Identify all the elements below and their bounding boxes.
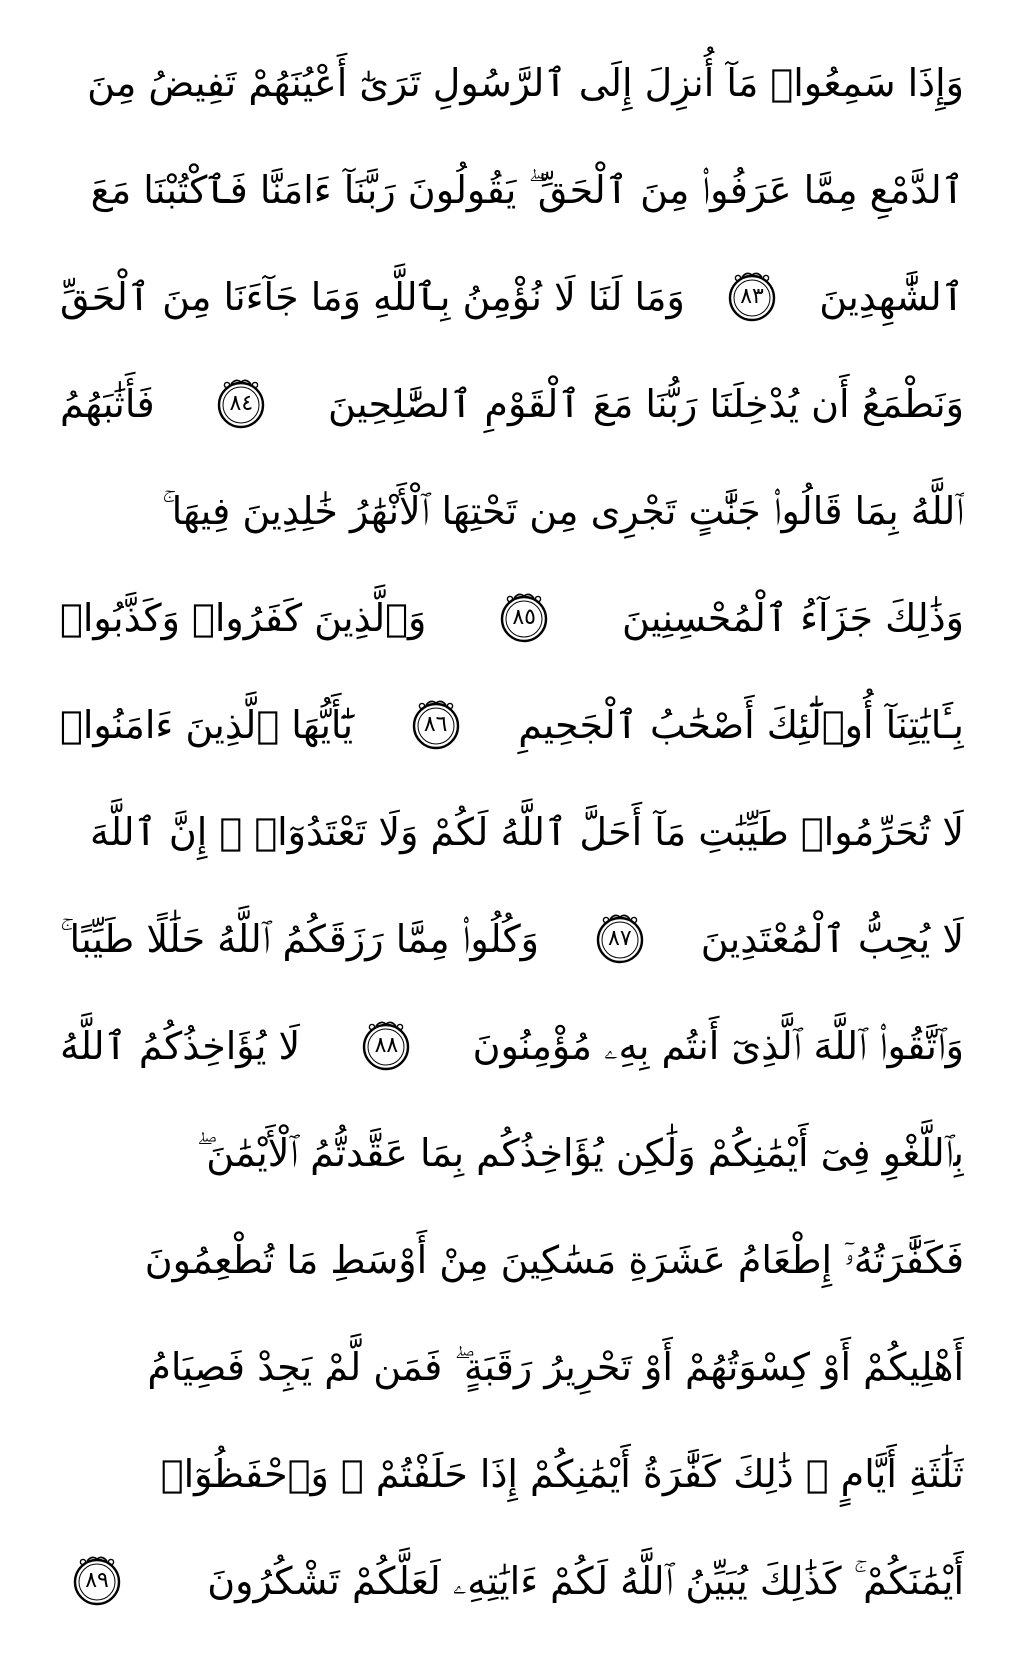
verse-text: فَأَثَٰبَهُمُ [60, 382, 155, 426]
verse-text: أَهْلِيكُمْ أَوْ كِسْوَتُهُمْ أَوْ تَحْرِيرُ رَقَبَةٍ ۖ فَمَن لَّمْ يَجِدْ فَصِيَامُ [147, 1345, 964, 1389]
ayah-number: ٨٣ [740, 284, 764, 309]
verse-text: فَكَفَّٰرَتُهُۥٓ إِطْعَامُ عَشَرَةِ مَسَٰكِينَ مِنْ أَوْسَطِ مَا تُطْعِمُونَ [144, 1238, 964, 1282]
verse-text: يَٰٓأَيُّهَا ٱلَّذِينَ ءَامَنُوا۟ [60, 703, 354, 747]
verse-text: وَكُلُوا۟ مِمَّا رَزَقَكُمُ ٱللَّهُ حَلَٰلًا طَيِّبًا ۚ [60, 917, 540, 961]
ayah-number-marker [497, 591, 551, 645]
verse-text: أَيْمَٰنَكُمْ ۚ كَذَٰلِكَ يُبَيِّنُ ٱللَّهُ لَكُمْ ءَايَٰتِهِۦ لَعَلَّكُمْ تَشْكُرُونَ [207, 1559, 964, 1603]
ayah-number: ٨٦ [423, 712, 448, 737]
verse-line [60, 1003, 964, 1089]
verse-line [60, 254, 964, 340]
verse-text: لَا تُحَرِّمُوا۟ طَيِّبَٰتِ مَآ أَحَلَّ ٱللَّهُ لَكُمْ وَلَا تَعْتَدُوٓا۟ ۚ إِنَّ ٱللَّهَ [90, 810, 964, 854]
verse-line [60, 361, 964, 447]
ayah-number: ٨٨ [374, 1033, 399, 1058]
verse-line [60, 682, 964, 768]
verse-text: ٱللَّهُ بِمَا قَالُوا۟ جَنَّٰتٍ تَجْرِى مِن تَحْتِهَا ٱلْأَنْهَٰرُ خَٰلِدِينَ فِيهَا ۚ [162, 489, 964, 533]
verse-text: وَإِذَا سَمِعُوا۟ مَآ أُنزِلَ إِلَى ٱلرَّسُولِ تَرَىٰٓ أَعْيُنَهُمْ تَفِيضُ مِنَ [87, 61, 964, 105]
verse-line [60, 468, 964, 554]
ayah-number: ٨٤ [229, 391, 254, 416]
ayah-number-marker [359, 1019, 413, 1073]
verse-line [60, 575, 964, 661]
verse-text: وَنَطْمَعُ أَن يُدْخِلَنَا رَبُّنَا مَعَ ٱلْقَوْمِ ٱلصَّٰلِحِينَ [328, 382, 964, 426]
verse-text: بِـَٔايَٰتِنَآ أُو۟لَٰٓئِكَ أَصْحَٰبُ ٱلْجَحِيمِ [518, 703, 964, 747]
ayah-number-marker [409, 698, 463, 752]
verse-line [60, 1324, 964, 1410]
verse-line [60, 147, 964, 233]
ayah-number: ٨٩ [85, 1568, 109, 1593]
verse-text: لَا يُحِبُّ ٱلْمُعْتَدِينَ [700, 917, 964, 961]
verse-text: ثَلَٰثَةِ أَيَّامٍ ۚ ذَٰلِكَ كَفَّٰرَةُ أَيْمَٰنِكُمْ إِذَا حَلَفْتُمْ ۚ وَٱحْفَظُوٓا۟ [160, 1452, 964, 1496]
verse-line [60, 789, 964, 875]
verse-line [60, 1110, 964, 1196]
verse-line [60, 1217, 964, 1303]
verse-text: وَٱتَّقُوا۟ ٱللَّهَ ٱلَّذِىٓ أَنتُم بِهِۦ مُؤْمِنُونَ [472, 1024, 964, 1068]
ayah-number-marker [214, 377, 268, 431]
ayah-number-marker [593, 912, 647, 966]
verse-line [60, 896, 964, 982]
verse-text: وَذَٰلِكَ جَزَآءُ ٱلْمُحْسِنِينَ [621, 596, 964, 640]
verse-text: بِٱللَّغْوِ فِىٓ أَيْمَٰنِكُمْ وَلَٰكِن يُؤَاخِذُكُم بِمَا عَقَّدتُّمُ ٱلْأَيْمَٰنَ ۖ [196, 1131, 964, 1175]
verse-text: وَٱلَّذِينَ كَفَرُوا۟ وَكَذَّبُوا۟ [60, 596, 427, 640]
ayah-number-marker [725, 270, 779, 324]
verse-lines [60, 40, 964, 1624]
verse-line [60, 40, 964, 126]
ayah-number: ٨٥ [512, 605, 536, 630]
verse-line [60, 1538, 964, 1624]
verse-text: وَمَا لَنَا لَا نُؤْمِنُ بِٱللَّهِ وَمَا جَآءَنَا مِنَ ٱلْحَقِّ [60, 275, 685, 319]
verse-text: لَا يُؤَاخِذُكُمُ ٱللَّهُ [60, 1024, 301, 1068]
ayah-number: ٨٧ [608, 926, 632, 951]
verse-text: ٱلدَّمْعِ مِمَّا عَرَفُوا۟ مِنَ ٱلْحَقِّ ۖ يَقُولُونَ رَبَّنَآ ءَامَنَّا فَٱكْتُبْنَا مَعَ [90, 168, 964, 212]
verse-text: ٱلشَّٰهِدِينَ [819, 275, 964, 319]
ayah-number-marker [70, 1554, 124, 1608]
verse-line [60, 1431, 964, 1517]
